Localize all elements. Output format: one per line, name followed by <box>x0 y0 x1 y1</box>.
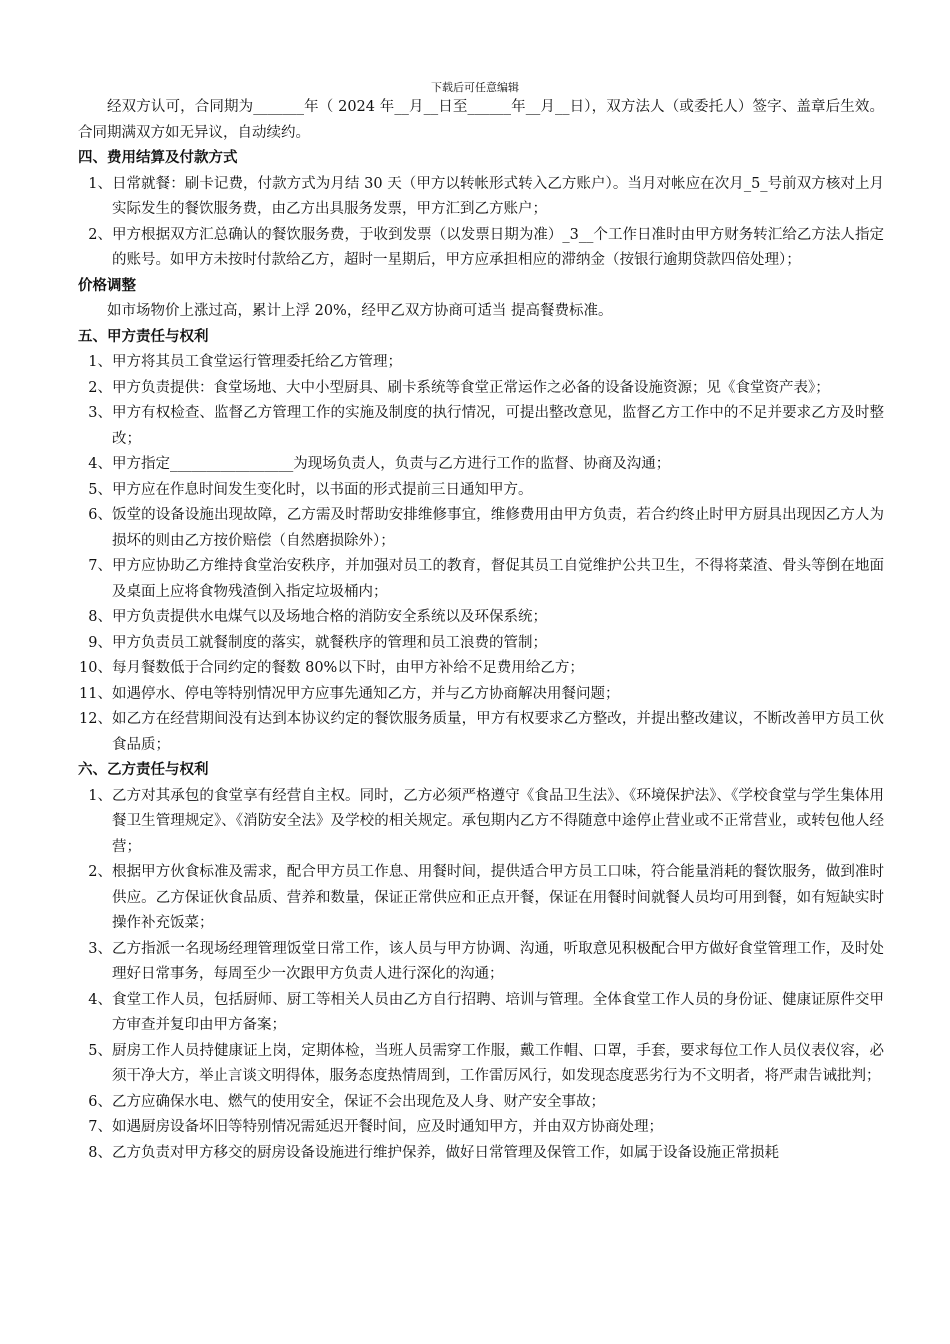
list-item <box>78 376 884 402</box>
item-text: 甲方指定_________________为现场负责人，负责与乙方进行工作的监督、协商及沟通； <box>112 456 671 472</box>
item-number: 6、 <box>88 507 112 523</box>
item-number: 3、 <box>88 405 112 421</box>
item-text: 如乙方在经营期间没有达到本协议约定的餐饮服务质量，甲方有权要求乙方整改，并提出整改建议，不断改善甲方员工伙食品质； <box>112 711 884 753</box>
item-text: 乙方指派一名现场经理管理饭堂日常工作，该人员与甲方协调、沟通，听取意见积极配合甲方做好食堂管理工作，及时处理好日常事务，每周至少一次跟甲方负责人进行深化的沟通； <box>112 940 884 982</box>
item-text: 食堂工作人员，包括厨师、厨工等相关人员由乙方自行招聘、培训与管理。全体食堂工作人员的身份证、健康证原件交甲方审查并复印由甲方备案； <box>112 991 884 1033</box>
list-item <box>78 478 884 504</box>
item-number: 11、 <box>79 685 112 702</box>
item-text: 每月餐数低于合同约定的餐数 80%以下时，由甲方补给不足费用给乙方； <box>112 660 584 676</box>
list-item <box>78 1039 884 1090</box>
item-number: 4、 <box>88 456 112 472</box>
item-number: 1、 <box>88 175 112 192</box>
item-number: 7、 <box>88 558 112 574</box>
list-item <box>78 1090 884 1116</box>
item-number: 1、 <box>88 354 112 370</box>
list-item <box>78 223 884 274</box>
item-number: 2、 <box>88 226 112 243</box>
item-number: 5、 <box>88 1042 112 1059</box>
section6-heading: 六、乙方责任与权利 <box>78 762 209 778</box>
item-number: 4、 <box>88 991 112 1008</box>
list-item <box>78 784 884 861</box>
item-text: 甲方根据双方汇总确认的餐饮服务费，于收到发票（以发票日期为准）_3__个工作日准时由甲方财务转汇给乙方法人指定的账号。如甲方未按时付款给乙方，超时一星期后，甲方应承担相应的滞纳金（按银行逾期贷款四倍处理）； <box>112 226 884 268</box>
item-text: 根据甲方伙食标准及需求，配合甲方员工作息、用餐时间，提供适合甲方员工口味，符合能量消耗的餐饮服务，做到准时供应。乙方保证伙食品质、营养和数量，保证正常供应和正点开餐，保证在用餐时间就餐人员均可用到餐，如有短缺实时操作补充饭菜； <box>112 864 884 931</box>
list-item <box>78 503 884 554</box>
download-note: 下载后可任意编辑 <box>431 81 519 94</box>
item-number: 12、 <box>79 711 112 727</box>
list-item <box>78 350 884 376</box>
list-item <box>78 605 884 631</box>
item-text: 甲方负责员工就餐制度的落实，就餐秩序的管理和员工浪费的管制； <box>112 634 547 651</box>
list-item <box>78 707 884 758</box>
item-text: 厨房工作人员持健康证上岗，定期体检，当班人员需穿工作服，戴工作帽、口罩，手套，要求每位工作人员仪表仪容，必须干净大方，举止言谈文明得体，服务态度热情周到，工作雷厉风行，如发现态度恶劣行为不文明者，将严肃告诫批判； <box>112 1042 884 1084</box>
item-text: 如遇厨房设备坏旧等特别情况需延迟开餐时间，应及时通知甲方，并由双方协商处理； <box>112 1119 663 1135</box>
intro-paragraph: 经双方认可，合同期为_______年（ 2024 年__月__日至______年__月__日），双方法人（或委托人）签字、盖章后生效。合同期满双方如无异议，自动续约。 <box>78 99 884 141</box>
item-text: 如遇停水、停电等特别情况甲方应事先通知乙方，并与乙方协商解决用餐问题； <box>112 685 620 702</box>
item-text: 甲方应在作息时间发生变化时，以书面的形式提前三日通知甲方。 <box>112 481 533 498</box>
price-paragraph: 如市场物价上涨过高，累计上浮 20%，经甲乙双方协商可适当 提高餐费标准。 <box>107 303 613 319</box>
item-number: 8、 <box>88 609 112 625</box>
list-item <box>78 554 884 605</box>
contract-body <box>78 95 884 1166</box>
item-number: 2、 <box>88 864 112 880</box>
item-text: 甲方负责提供：食堂场地、大中小型厨具、刷卡系统等食堂正常运作之必备的设备设施资源；见《食堂资产表》； <box>112 379 830 396</box>
list-item <box>78 860 884 937</box>
item-number: 9、 <box>88 634 112 651</box>
item-text: 甲方应协助乙方维持食堂治安秩序，并加强对员工的教育，督促其员工自觉维护公共卫生，不得将菜渣、骨头等倒在地面及桌面上应将食物残渣倒入指定垃圾桶内； <box>112 558 884 600</box>
item-number: 1、 <box>88 787 112 804</box>
item-text: 饭堂的设备设施出现故障，乙方需及时帮助安排维修事宜，维修费用由甲方负责，若合约终止时甲方厨具出现因乙方人为损坏的则由乙方按价赔偿（自然磨损除外）； <box>112 507 884 549</box>
list-item <box>78 401 884 452</box>
item-text: 甲方负责提供水电煤气以及场地合格的消防安全系统以及环保系统； <box>112 609 547 625</box>
section4-list <box>78 172 884 274</box>
item-text: 乙方应确保水电、燃气的使用安全，保证不会出现危及人身、财产安全事故； <box>112 1093 605 1110</box>
list-item <box>78 937 884 988</box>
section4-heading: 四、费用结算及付款方式 <box>78 150 238 166</box>
list-item <box>78 172 884 223</box>
item-text: 乙方负责对甲方移交的厨房设备设施进行维护保养，做好日常管理及保管工作，如属于设备设施正常损耗 <box>112 1144 779 1161</box>
item-number: 7、 <box>88 1119 112 1135</box>
list-item <box>78 988 884 1039</box>
list-item <box>78 656 884 682</box>
item-text: 乙方对其承包的食堂享有经营自主权。同时，乙方必须严格遵守《食品卫生法》、《环境保护法》、《学校食堂与学生集体用餐卫生管理规定》、《消防安全法》及学校的相关规定。承包期内乙方不得随意中途停止营业或不正常营业，或转包他人经营； <box>112 787 884 855</box>
price-heading: 价格调整 <box>78 277 136 294</box>
list-item <box>78 631 884 657</box>
list-item <box>78 1115 884 1141</box>
item-text: 日常就餐：刷卡记费，付款方式为月结 30 天（甲方以转帐形式转入乙方账户）。当月对帐应在次月_5_号前双方核对上月实际发生的餐饮服务费，由乙方出具服务发票，甲方汇到乙方账户； <box>112 175 884 217</box>
item-text: 甲方有权检查、监督乙方管理工作的实施及制度的执行情况，可提出整改意见，监督乙方工作中的不足并要求乙方及时整改； <box>112 405 884 447</box>
list-item <box>78 1141 884 1167</box>
item-text: 甲方将其员工食堂运行管理委托给乙方管理； <box>112 354 402 370</box>
section5-list <box>78 350 884 758</box>
item-number: 8、 <box>88 1144 112 1161</box>
section6-list <box>78 784 884 1167</box>
item-number: 5、 <box>88 481 112 498</box>
item-number: 6、 <box>88 1093 112 1110</box>
item-number: 2、 <box>88 379 112 396</box>
section5-heading: 五、甲方责任与权利 <box>78 328 209 345</box>
item-number: 10、 <box>79 660 112 676</box>
list-item <box>78 452 884 478</box>
item-number: 3、 <box>88 940 112 957</box>
list-item <box>78 682 884 708</box>
